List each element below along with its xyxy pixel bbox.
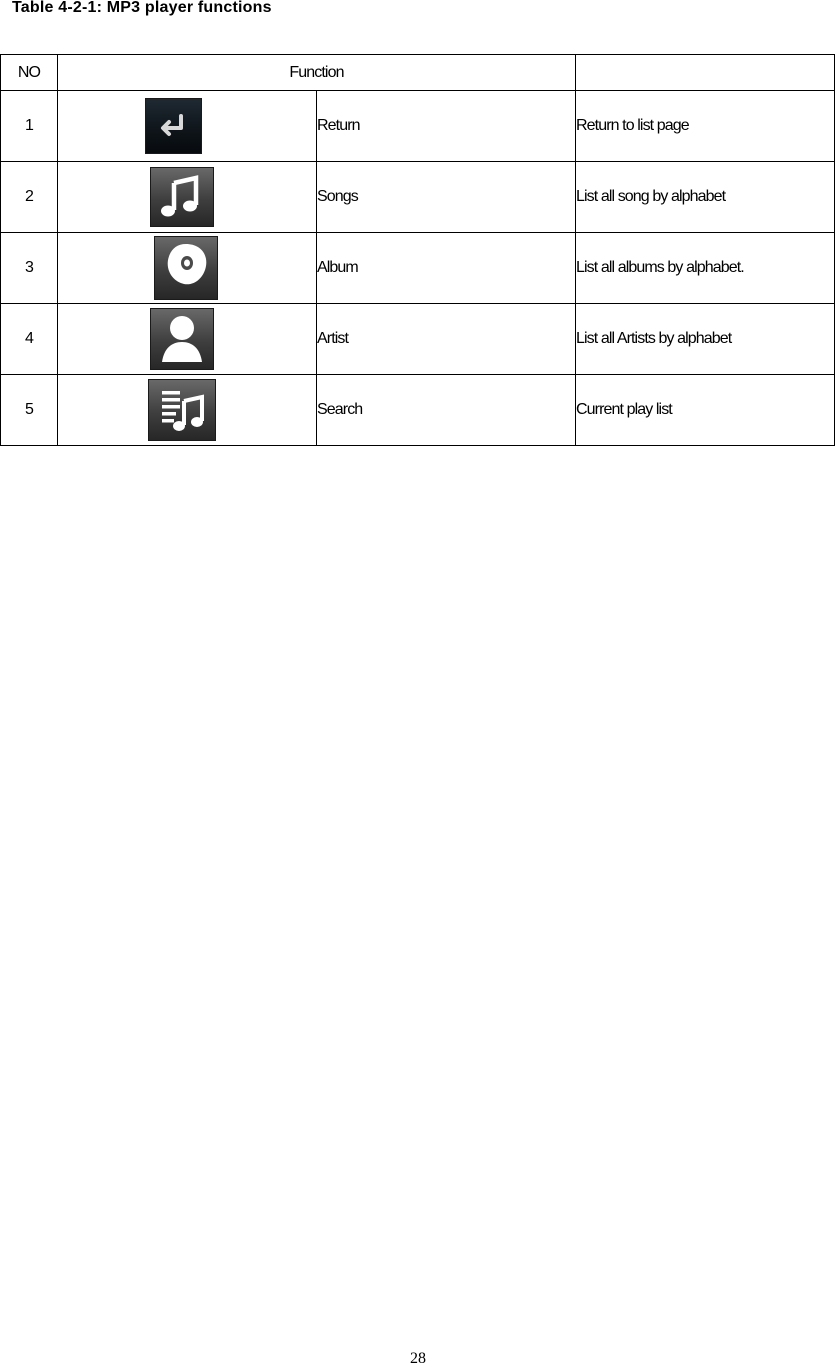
playlist-icon <box>148 379 216 441</box>
table-row <box>1 304 835 375</box>
row-number: 1 <box>1 91 58 162</box>
row-icon-cell <box>58 304 317 375</box>
row-number: 5 <box>1 375 58 446</box>
row-number: 3 <box>1 233 58 304</box>
row-icon-cell <box>58 233 317 304</box>
row-number: 4 <box>1 304 58 375</box>
row-function-name: Songs <box>317 162 576 233</box>
table-row <box>1 91 835 162</box>
row-function-name: Artist <box>317 304 576 375</box>
row-description: List all Artists by alphabet <box>576 304 835 375</box>
row-icon-cell <box>58 162 317 233</box>
table-row <box>1 233 835 304</box>
music-note-icon <box>150 167 214 227</box>
row-number: 2 <box>1 162 58 233</box>
table-row <box>1 162 835 233</box>
table-header-row <box>1 55 835 91</box>
artist-person-icon <box>150 308 214 370</box>
row-description: List all song by alphabet <box>576 162 835 233</box>
row-description: Current play list <box>576 375 835 446</box>
table-caption: Table 4-2-1: MP3 player functions <box>12 0 272 16</box>
row-description: Return to list page <box>576 91 835 162</box>
row-icon-cell <box>58 375 317 446</box>
header-no: NO <box>1 55 58 91</box>
return-icon <box>145 98 202 154</box>
table-row <box>1 375 835 446</box>
mp3-functions-table <box>0 54 835 446</box>
header-function: Function <box>58 55 576 91</box>
row-function-name: Return <box>317 91 576 162</box>
album-disc-icon <box>154 236 218 300</box>
row-icon-cell <box>58 91 317 162</box>
row-description: List all albums by alphabet. <box>576 233 835 304</box>
page-number: 28 <box>410 1350 426 1367</box>
header-description <box>576 55 835 91</box>
row-function-name: Search <box>317 375 576 446</box>
row-function-name: Album <box>317 233 576 304</box>
